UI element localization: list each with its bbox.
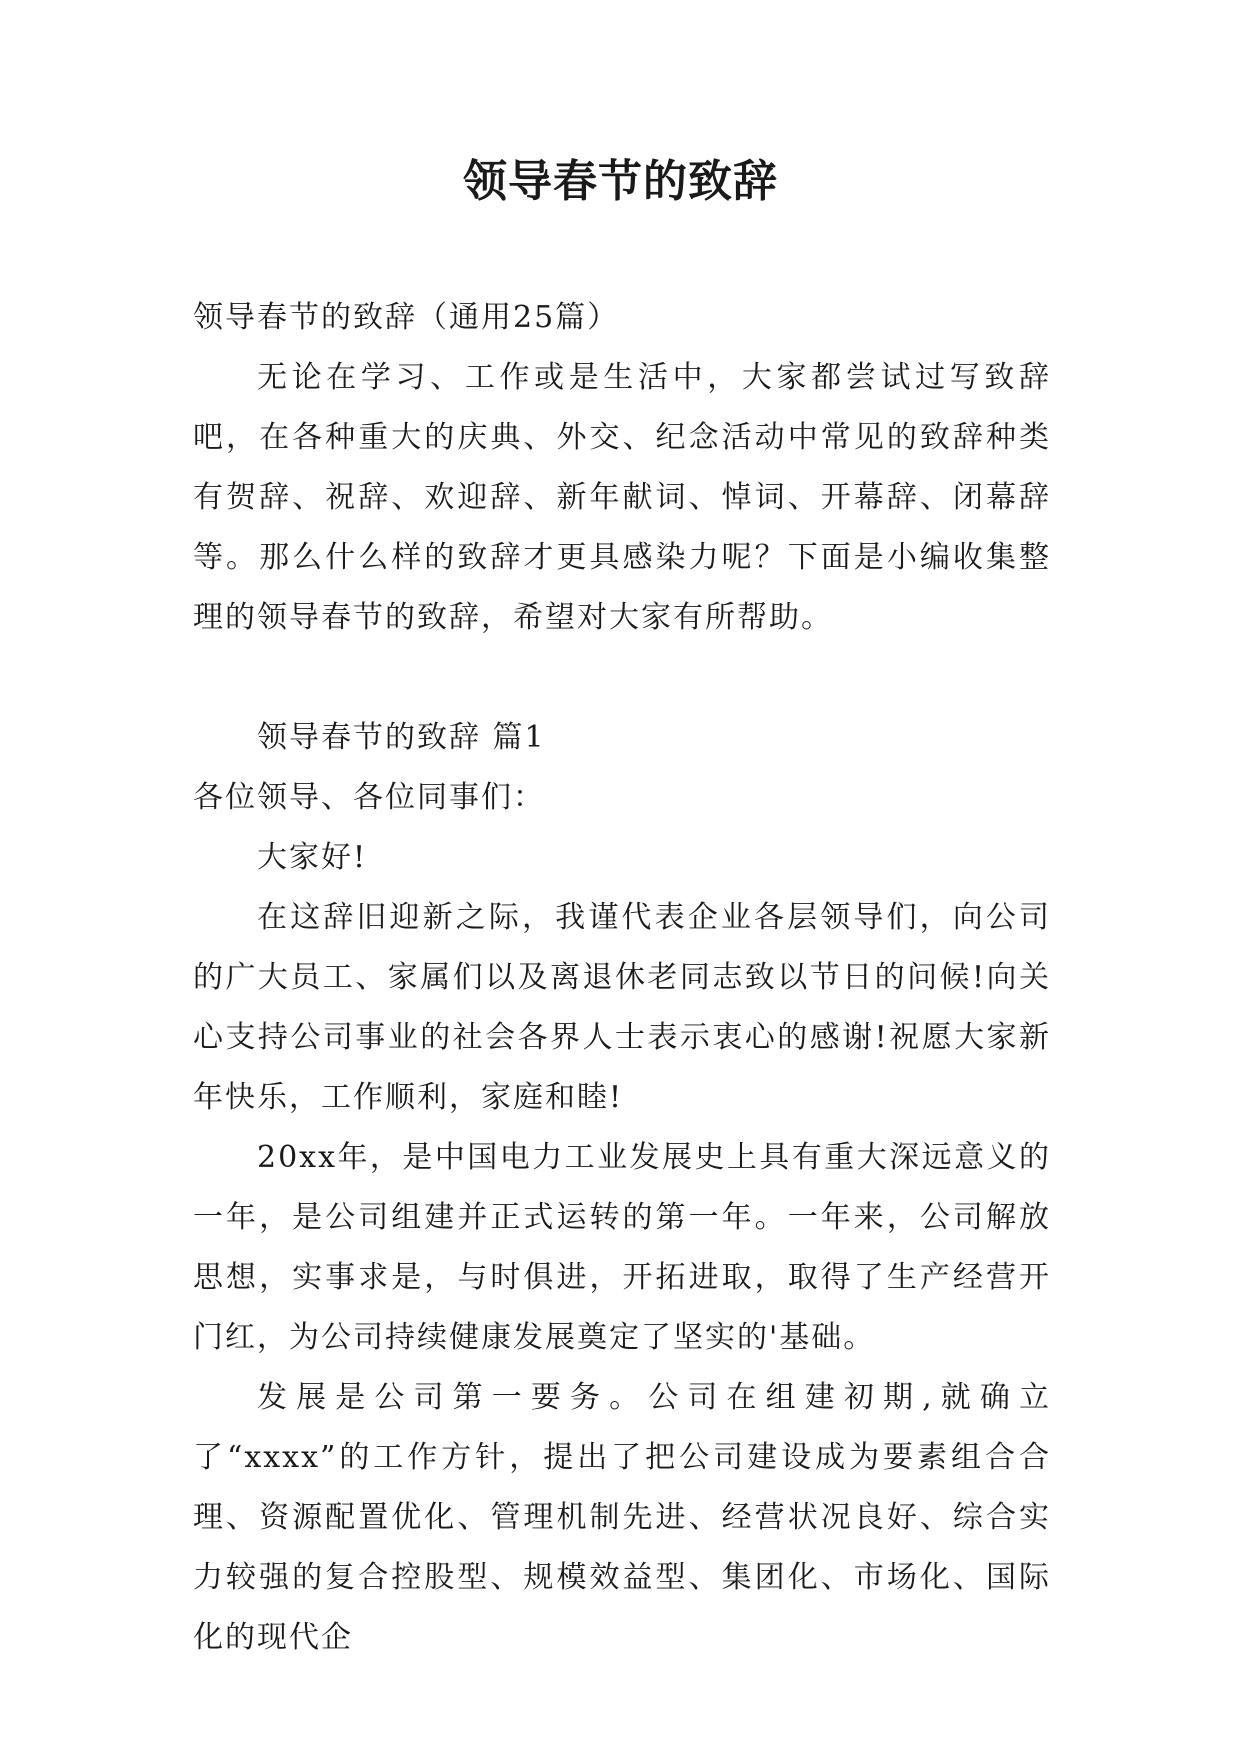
body-paragraph: 发展是公司第一要务。公司在组建初期,就确立了“xxxx”的工作方针，提出了把公司建设成为要素组合合理、资源配置优化、管理机制先进、经营状况良好、综合实力较强的复合控股型、规模效益型、集团化、市场化、国际化的现代企	[193, 1380, 1051, 1655]
document-subtitle: 领导春节的致辞（通用25篇）	[193, 300, 620, 335]
paragraph-gap	[193, 648, 1051, 708]
document-body	[193, 288, 1051, 1668]
section-heading: 领导春节的致辞 篇1	[257, 720, 546, 755]
salutation: 各位领导、各位同事们：	[193, 780, 545, 815]
body-paragraph: 在这辞旧迎新之际，我谨代表企业各层领导们，向公司的广大员工、家属们以及离退休老同志致以节日的问候!向关心支持公司事业的社会各界人士表示衷心的感谢!祝愿大家新年快乐，工作顺利，家庭和睦!	[193, 900, 1051, 1115]
greeting: 大家好!	[257, 840, 368, 875]
body-paragraph: 20xx年，是中国电力工业发展史上具有重大深远意义的一年，是公司组建并正式运转的第一年。一年来，公司解放思想，实事求是，与时俱进，开拓进取，取得了生产经营开门红，为公司持续健康发展奠定了坚实的'基础。	[193, 1140, 1051, 1355]
intro-paragraph: 无论在学习、工作或是生活中，大家都尝试过写致辞吧，在各种重大的庆典、外交、纪念活动中常见的致辞种类有贺辞、祝辞、欢迎辞、新年献词、悼词、开幕辞、闭幕辞等。那么什么样的致辞才更具感染力呢？下面是小编收集整理的领导春节的致辞，希望对大家有所帮助。	[193, 360, 1051, 635]
document-title: 领导春节的致辞	[463, 156, 778, 207]
